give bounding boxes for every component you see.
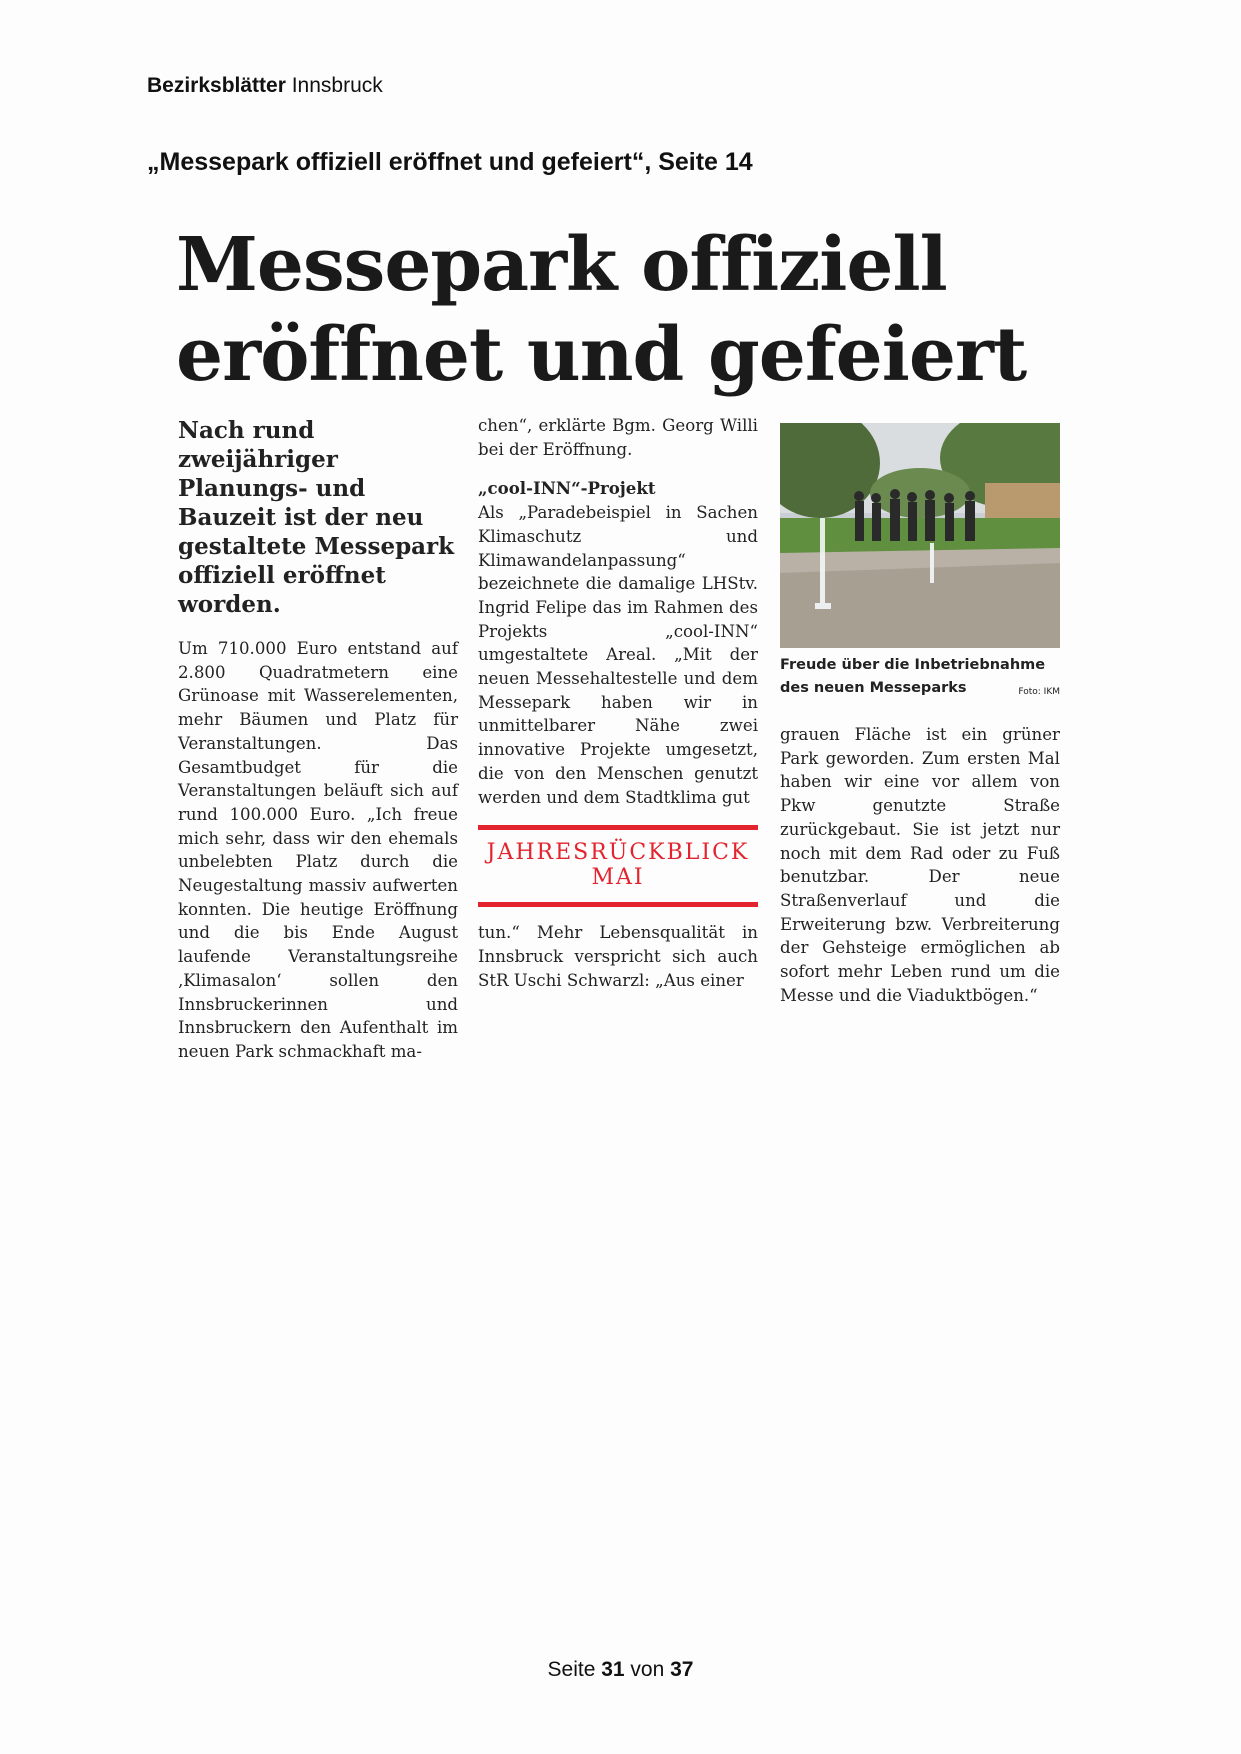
article-column-2 (478, 414, 758, 992)
article-subhead: „cool-INN“-Projekt (478, 478, 656, 499)
headline-line-1: Messepark offiziell (176, 222, 947, 308)
headline-line-2: eröffnet und gefeiert (176, 312, 1027, 398)
photo-credit: Foto: IKM (1018, 687, 1060, 697)
banner-line-1: JAHRESRÜCKBLICK (486, 840, 750, 866)
source-publication: Bezirksblätter (147, 74, 286, 97)
newspaper-clipping (176, 220, 1061, 1061)
source-label (147, 74, 383, 98)
source-region: Innsbruck (285, 74, 383, 97)
current-page-number: 31 (601, 1658, 625, 1681)
article-column-1 (178, 416, 458, 1064)
caption-text: Freude über die Inbetriebnahme des neuen Messeparks (780, 657, 1046, 696)
total-page-count: 37 (670, 1658, 694, 1681)
photo-caption (780, 654, 1060, 700)
article-lead: Nach rund zweijähriger Planungs- und Bauzeit ist der neu gestaltete Messepark offiziell eröffnet worden. (178, 417, 455, 618)
article-body-3: grauen Fläche ist ein grüner Park geworden. Zum ersten Mal haben wir eine vor allem von Pkw genutzte Straße zurückgebaut. Sie ist jetzt nur noch mit dem Rad oder zu Fuß benutzbar. Der neue Straßenverlauf und die Erweiterung bzw. Verbreiterung der Gehsteige ermöglichen ab sofort mehr Leben rund um die Messe und die Viaduktbögen.“ (780, 725, 1060, 1005)
article-body-2c: tun.“ Mehr Lebensqualität in Innsbruck verspricht sich auch StR Uschi Schwarzl: „Aus einer (478, 923, 758, 990)
photo-illustration (780, 423, 1060, 648)
article-photo (780, 423, 1060, 648)
banner-line-2: MAI (591, 865, 645, 891)
jahresrueckblick-banner (478, 825, 758, 907)
document-title: „Messepark offiziell eröffnet und gefeiert“, Seite 14 (147, 148, 753, 176)
article-body-1: Um 710.000 Euro entstand auf 2.800 Quadratmetern eine Grünoase mit Wasserelementen, mehr Bäumen und Platz für Veranstaltungen. Das Gesamtbudget für die Veranstaltungen beläuft sich auf rund 100.000 Euro. „Ich freue mich sehr, dass wir den ehemals unbelebten Platz durch die Neugestaltung massiv aufwerten konnten. Die heutige Eröffnung und die bis Ende August laufende Veranstaltungsreihe ‚Klimasalon‘ sollen den Innsbruckerinnen und Innsbruckern den Aufenthalt im neuen Park schmackhaft ma- (178, 639, 458, 1061)
footer-middle: von (624, 1658, 671, 1681)
article-body-2a: chen“, erklärte Bgm. Georg Willi bei der Eröffnung. (478, 416, 758, 459)
page-footer (0, 1658, 1241, 1682)
article-headline (176, 220, 1061, 400)
article-body-2b: Als „Paradebeispiel in Sachen Klimaschutz und Klimawandelanpassung“ bezeichnete die damalige LHStv. Ingrid Felipe das im Rahmen des Projekts „cool-INN“ umgestaltete Areal. „Mit der neuen Messehaltestelle und dem Messepark haben wir in unmittelbarer Nähe zwei innovative Projekte umgesetzt, die von den Menschen genutzt werden und dem Stadtklima gut (478, 503, 758, 807)
article-column-3 (780, 723, 1060, 1007)
footer-prefix: Seite (547, 1658, 602, 1681)
